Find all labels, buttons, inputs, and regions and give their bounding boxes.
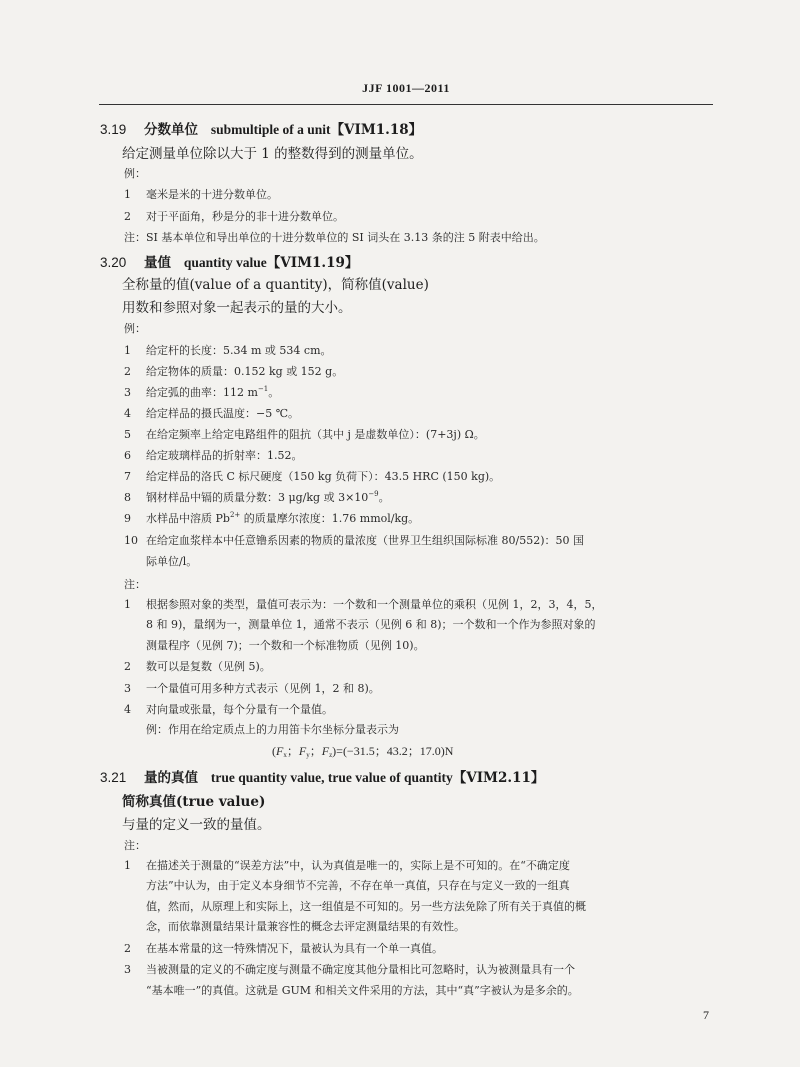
definition: 与量的定义一致的量值。 <box>122 817 271 833</box>
note-continuation: 值，然而，从原理上和实际上，这一组值是不可知的。另一些方法免除了所有关于真值的概 <box>146 900 586 913</box>
term-heading-3-19 <box>100 118 422 138</box>
note-continuation: 念，而依靠测量结果计量兼容性的概念去评定测量结果的有效性。 <box>146 920 465 933</box>
example-item: 6 给定玻璃样品的折射率：1.52。 <box>124 449 303 462</box>
example-item: 3 给定弧的曲率：112 $m^{-1}$。 <box>124 385 280 399</box>
term-zh: 量值 <box>144 255 171 271</box>
note-item: 1 根据参照对象的类型，量值可表示为：一个数和一个测量单位的乘积（见例 1，2，3，4，5， <box>124 598 603 611</box>
term-number: 3.19 <box>100 122 127 137</box>
note-continuation: 8 和 9)，量纲为一，测量单位 1，通常不表示（见例 6 和 8)；一个数和一个作为参照对象的 <box>146 618 596 631</box>
note-continuation: “基本唯一”的真值。这就是 GUM 和相关文件采用的方法，其中“真”字被认为是多余的。 <box>146 984 579 997</box>
example-item: 2 给定物体的质量：0.152 kg 或 152 g。 <box>124 365 344 378</box>
note-label: 注： <box>124 839 146 852</box>
term-heading-3-20 <box>100 251 358 271</box>
full-name: 全称量的值(value of a quantity)，简称值(value) <box>122 277 429 293</box>
note-item: 1 在描述关于测量的“误差方法”中，认为真值是唯一的，实际上是不可知的。在“不确定度 <box>124 859 570 872</box>
term-zh: 分数单位 <box>144 122 198 138</box>
term-en: true quantity value, true value of quantity <box>210 770 453 785</box>
example-continuation: 际单位/l。 <box>146 555 198 568</box>
example-item: 9 水样品中溶质 $Pb^{2+}$ 的质量摩尔浓度：1.76 mmol/kg。 <box>124 511 420 525</box>
note-item: 3 当被测量的定义的不确定度与测量不确定度其他分量相比可忽略时，认为被测量具有一个 <box>124 963 575 976</box>
example-item: 4 给定样品的摄氏温度：−5 ℃。 <box>124 407 300 420</box>
example-item: 1 毫米是米的十进分数单位。 <box>124 188 278 201</box>
note-example: 例：作用在给定质点上的力用笛卡尔坐标分量表示为 <box>146 723 399 736</box>
term-heading-3-21 <box>100 766 544 786</box>
note: 注：SI 基本单位和导出单位的十进分数单位的 SI 词头在 3.13 条的注 5 附表中给出。 <box>124 231 545 244</box>
vim-ref: 【VIM1.18】 <box>330 122 423 138</box>
note-continuation: 测量程序（见例 7)；一个数和一个标准物质（见例 10)。 <box>146 639 425 652</box>
example-item: 10 在给定血浆样本中任意镥系因素的物质的量浓度（世界卫生组织国际标准 80/552)：50 国 <box>124 534 584 547</box>
short-name: 简称真值(true value) <box>122 794 266 810</box>
note-item: 2 数可以是复数（见例 5)。 <box>124 660 271 673</box>
note-label: 注： <box>124 578 146 591</box>
term-en: submultiple of a unit <box>210 122 331 137</box>
note-continuation: 方法”中认为，由于定义本身细节不完善，不存在单一真值，只存在与定义一致的一组真 <box>146 879 570 892</box>
vim-ref: 【VIM1.19】 <box>266 255 359 271</box>
example-item: 1 给定杆的长度：5.34 m 或 534 cm。 <box>124 344 332 357</box>
definition: 给定测量单位除以大于 1 的整数得到的测量单位。 <box>122 146 423 162</box>
standard-code-header: JJF 1001—2011 <box>362 81 450 95</box>
definition: 用数和参照对象一起表示的量的大小。 <box>122 300 352 316</box>
page-number: 7 <box>703 1008 709 1022</box>
term-number: 3.21 <box>100 770 127 785</box>
term-number: 3.20 <box>100 255 127 270</box>
force-formula: ($F_x$；$F_y$；$F_z)=(-31.5$；43.2；17.0)N <box>272 744 454 759</box>
example-label: 例： <box>124 167 146 180</box>
example-item: 7 给定样品的洛氏 C 标尺硬度（150 kg 负荷下）：43.5 HRC (150 kg)。 <box>124 470 501 483</box>
example-item: 5 在给定频率上给定电路组件的阻抗（其中 j 是虚数单位）：(7+3j) Ω。 <box>124 428 485 441</box>
term-en: quantity value <box>183 255 267 270</box>
vim-ref: 【VIM2.11】 <box>452 770 545 786</box>
term-zh: 量的真值 <box>144 770 198 786</box>
example-item: 2 对于平面角，秒是分的非十进分数单位。 <box>124 210 344 223</box>
note-item: 4 对向量或张量，每个分量有一个量值。 <box>124 703 333 716</box>
header-rule <box>99 104 713 105</box>
example-label: 例： <box>124 322 146 335</box>
note-item: 2 在基本常量的这一特殊情况下，量被认为具有一个单一真值。 <box>124 942 443 955</box>
example-item: 8 钢材样品中镉的质量分数：3 μg/kg 或 $3\times 10^{-9}$。 <box>124 490 390 504</box>
note-item: 3 一个量值可用多种方式表示（见例 1，2 和 8)。 <box>124 682 380 695</box>
